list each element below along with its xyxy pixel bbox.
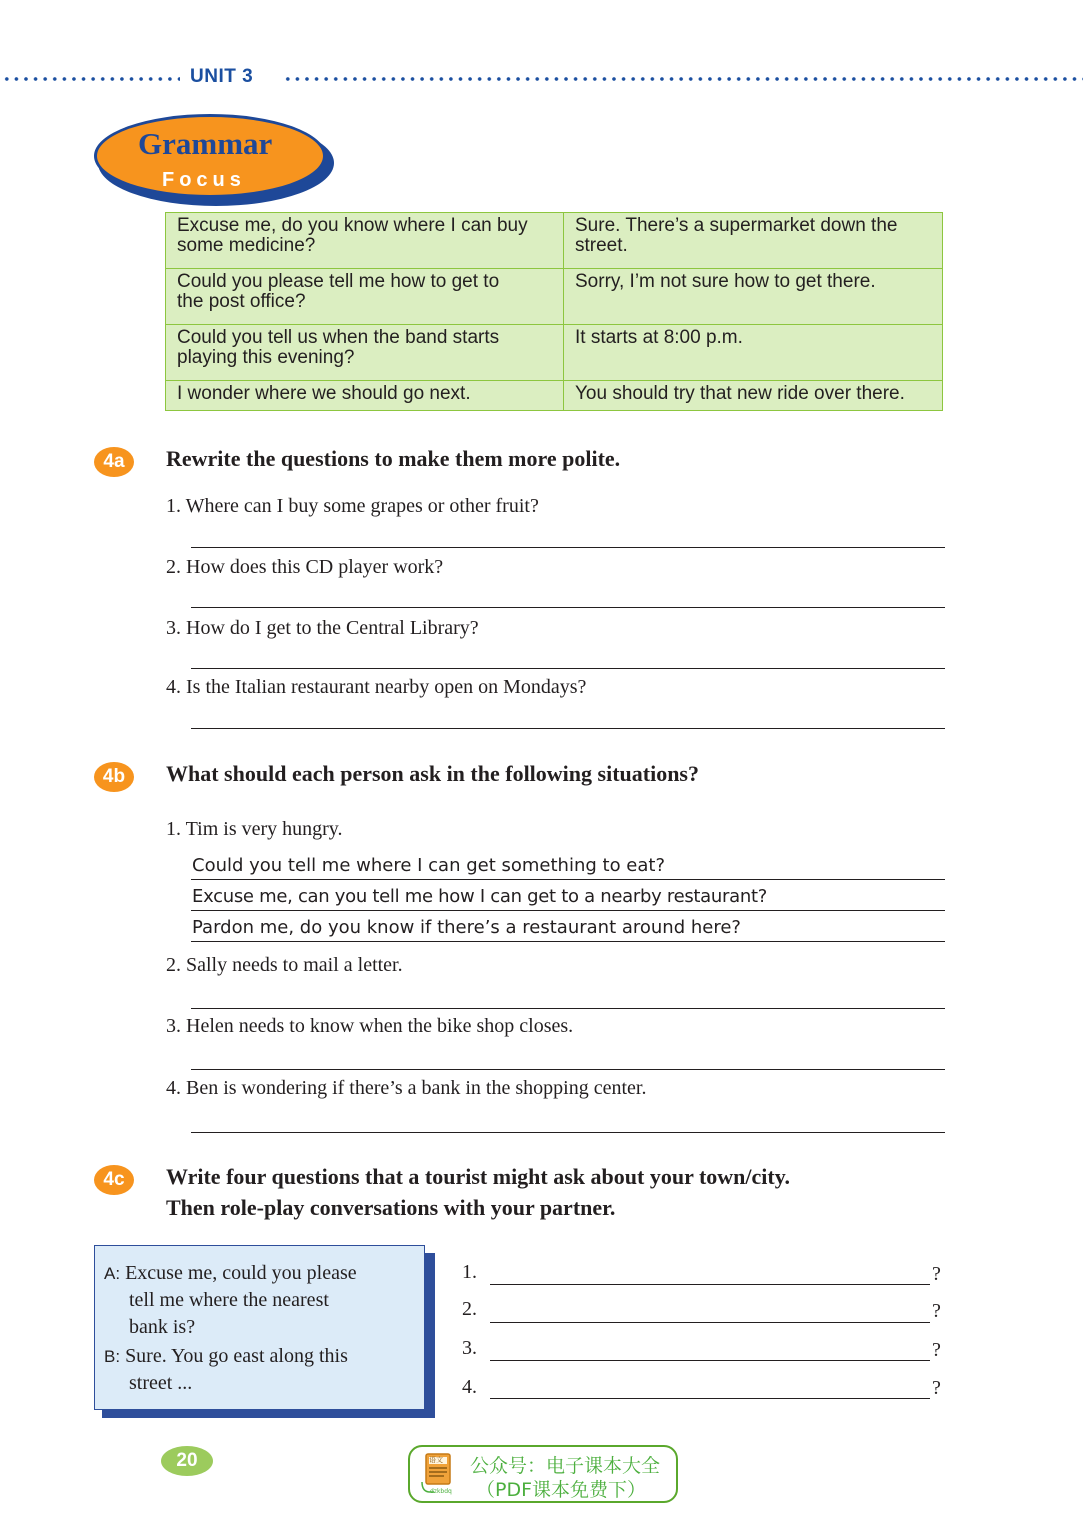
answer-line[interactable] <box>191 1132 945 1133</box>
section-4c-heading-line1: Write four questions that a tourist might ask about your town/city. <box>166 1164 790 1189</box>
watermark-line-1: 公众号：电子课本大全 <box>470 1455 661 1477</box>
example-answer: Could you tell me where I can get something to eat? <box>192 855 666 876</box>
grammar-question: I wonder where we should go next. <box>166 381 564 411</box>
example-answer: Pardon me, do you know if there’s a restaurant around here? <box>192 917 741 938</box>
section-marker-4c: 4c <box>94 1165 134 1195</box>
answer-line <box>191 941 945 942</box>
book-icon-caption: dzkbdq <box>430 1488 452 1495</box>
exercise-4b-item: 3. Helen needs to know when the bike shop closes. <box>166 1015 574 1037</box>
example-line: bank is? <box>129 1316 196 1338</box>
answer-line[interactable] <box>191 607 945 608</box>
question-mark: ? <box>932 1377 941 1399</box>
header-dots-right <box>283 75 1083 83</box>
grammar-question: Could you please tell me how to get to the post office? <box>166 269 564 325</box>
question-number: 1. <box>462 1261 477 1283</box>
grammar-row <box>166 213 943 269</box>
grammar-table <box>165 212 943 411</box>
question-mark: ? <box>932 1263 941 1285</box>
section-4a-heading: Rewrite the questions to make them more polite. <box>166 446 621 471</box>
exercise-4b-item: 1. Tim is very hungry. <box>166 818 343 840</box>
example-answer: Excuse me, can you tell me how I can get to a nearby restaurant? <box>192 886 767 907</box>
page-number: 20 <box>161 1446 213 1476</box>
exercise-4a-item: 1. Where can I buy some grapes or other fruit? <box>166 495 539 517</box>
grammar-answer: Sorry, I’m not sure how to get there. <box>564 269 943 325</box>
speaker-b: B: <box>104 1347 121 1366</box>
speaker-a: A: <box>104 1264 121 1283</box>
grammar-answer: Sure. There’s a supermarket down the street. <box>564 213 943 269</box>
question-number: 4. <box>462 1376 477 1398</box>
answer-line[interactable] <box>191 1069 945 1070</box>
watermark-line-2: （PDF课本免费下） <box>476 1479 647 1501</box>
question-mark: ? <box>932 1339 941 1361</box>
grammar-row <box>166 325 943 381</box>
section-4c-heading-line2: Then role-play conversations with your partner. <box>166 1195 616 1220</box>
question-number: 2. <box>462 1298 477 1320</box>
book-icon-label: 语文 <box>429 1456 443 1464</box>
answer-line[interactable] <box>191 728 945 729</box>
exercise-4b-item: 2. Sally needs to mail a letter. <box>166 954 403 976</box>
example-line: B: Sure. You go east along this <box>104 1345 348 1367</box>
grammar-focus-title: Grammar <box>138 126 273 161</box>
question-number: 3. <box>462 1337 477 1359</box>
answer-line[interactable] <box>191 1008 945 1009</box>
grammar-answer: It starts at 8:00 p.m. <box>564 325 943 381</box>
answer-line[interactable] <box>191 547 945 548</box>
answer-line <box>191 879 945 880</box>
grammar-row <box>166 381 943 411</box>
answer-line[interactable] <box>191 668 945 669</box>
grammar-row <box>166 269 943 325</box>
exercise-4a-item: 4. Is the Italian restaurant nearby open on Mondays? <box>166 676 587 698</box>
example-line: A: Excuse me, could you please <box>104 1262 357 1284</box>
book-icon <box>420 1452 460 1498</box>
header-dots-left <box>2 75 180 83</box>
exercise-4a-item: 3. How do I get to the Central Library? <box>166 617 479 639</box>
exercise-4a-item: 2. How does this CD player work? <box>166 556 444 578</box>
grammar-question: Could you tell us when the band starts playing this evening? <box>166 325 564 381</box>
grammar-focus-subtitle: Focus <box>162 169 246 191</box>
grammar-question: Excuse me, do you know where I can buy some medicine? <box>166 213 564 269</box>
example-line: street ... <box>129 1372 193 1394</box>
question-blank[interactable] <box>490 1284 930 1285</box>
question-blank[interactable] <box>490 1360 930 1361</box>
grammar-answer: You should try that new ride over there. <box>564 381 943 411</box>
question-blank[interactable] <box>490 1398 930 1399</box>
example-line: tell me where the nearest <box>129 1289 329 1311</box>
section-4b-heading: What should each person ask in the following situations? <box>166 761 699 786</box>
section-marker-4b: 4b <box>94 762 134 792</box>
unit-label: UNIT 3 <box>190 66 254 87</box>
question-mark: ? <box>932 1300 941 1322</box>
question-blank[interactable] <box>490 1322 930 1323</box>
exercise-4b-item: 4. Ben is wondering if there’s a bank in the shopping center. <box>166 1077 647 1099</box>
section-marker-4a: 4a <box>94 447 134 477</box>
answer-line <box>191 910 945 911</box>
